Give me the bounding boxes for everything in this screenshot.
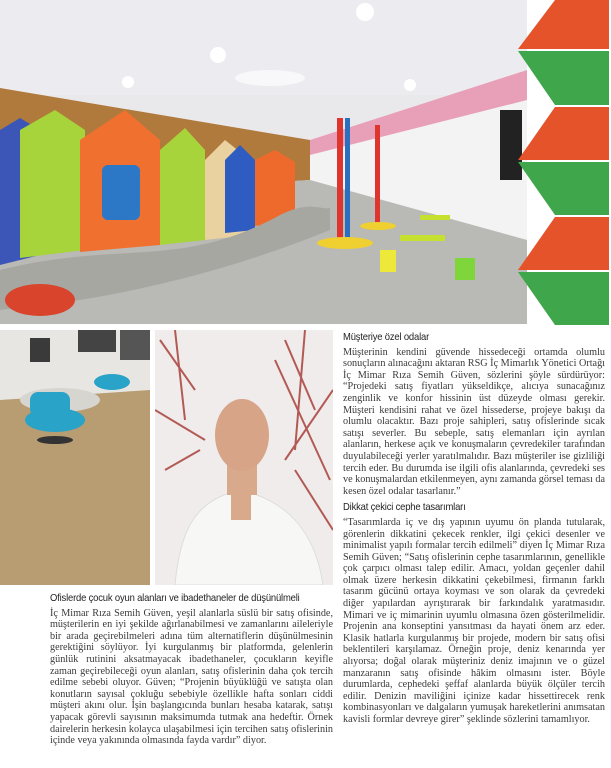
section-body-facade: “Tasarımlarda iç ve dış yapının uyumu ön planda tutularak, görenlerin dikkatini çekecek renkler, ilgi çekici desenler ve minimalist yapılı formalar tercih edilmeli” diyen İç Mimar Rıza Semih Güven; “Satış ofislerinin cephe tasarımlarının, genellikle çok çarpıcı olması talep edilir. Amacı, yoldan geçenler dahil olmak üzere herkesin dikkatini çekebilmesi, firmanın farklı tasarım gücünü ortaya koyması ve son olarak da çevredeki diğer yapılardan ayrıştırarak bir farkındalık yaratmasıdır. Mimari ve iç mimarinin uyumlu olmasına özen gösterilmelidir. Projenin ana konseptini yansıtması da hayati önem arz eder. Klasik hatlarla kurgulanmış bir projede, modern bir satış ofisi beklentileri karşılamaz. Örneğin proje, deniz kenarında yer alıyorsa; doğal olarak müşteriniz deniz imajının ve o güzel manzaranın satış ofisinde hâkim olmasını ister. Böyle durumlarda, cephedeki şeffaf alanlarda büyük ölçüler tercih edilir. Denizin maviliğini içinize kadar hissettirecek renk kombinasyonları ve dalgaların yumuşak hareketlerini anımsatan kavisli formlar devreye girer” şeklinde sözlerini tamamlıyor. <box>343 516 605 725</box>
section-heading-play-areas: Ofislerde çocuk oyun alanları ve ibadethaneler de düşünülmeli <box>50 592 300 604</box>
section-body-private-rooms: Müşterinin kendini güvende hissedeceği ortamda olumlu sonuçların alınacağını aktaran RSG İç Mimarlık Yönetici Ortağı İç Mimar Rıza Semih Güven, sözlerini şöyle sürdürüyor: “Projedeki satış fiyatları yükseldikçe, alıcıya sunacağınız zenginlik ve konfor hissinin üst düzeyde olması gerekir. Müşteri kendisini rahat ve özel hissederse, projeye bakışı da olumlu olacaktır. Bazı proje sahipleri, satış ofislerinde sıcak satışı severler. Bu sebeple, satış elemanları için ayrılan alanların, herkese açık ve konuşmaların çevredekiler tarafından duyulabileceği yerler yaratılmalıdır. Bazı müşteriler ise gizliliği tercih eder. Bu durumda ise ilgili ofis alanlarında, çevredeki ses ve konuşmalardan etkilenmeyen, aynı zamanda görsel teması da kesen özel odalar tasarlanır.” <box>343 346 605 497</box>
kids-play-area-photo <box>0 0 527 324</box>
section-body-play-areas: İç Mimar Rıza Semih Güven, yeşil alanlarla süslü bir satış ofisinde, müşterilerin en iyi şekilde ağırlanabilmesi ve zamanlarını aileleriyle bir arada geçirebilmeleri adına tüm alternatiflerin düşünülmesinin gerektiğini söylüyor. İyi kurgulanmış bir platformda, gelenlerin günlük rutinini aksatmayacak ibadethaneler, çocukların keyifle zaman geçirebileceği oyun alanları, satış ofislerinin daha çok tercih edilme sebebi oluyor. Güven; “Projenin büyüklüğü ve satışta olan konutların sayısal çokluğu sebebiyle özellikle hafta sonları ciddi müşteri akını olur. İşin başlangıcında bunları hesaba katarak, satışı yapacak görevli sayısının maksimumda tutmak ana hedeftir. Örnek dairelerin herkesin kolayca ulaşabilmesi için tercihen satış ofislerinin içinde veya yakınında olmasında fayda vardır” diyor. <box>50 607 333 747</box>
right-column <box>343 332 605 731</box>
left-column <box>50 593 333 747</box>
portrait-photo <box>155 330 333 585</box>
section-heading-private-rooms: Müşteriye özel odalar <box>343 331 430 343</box>
section-heading-facade: Dikkat çekici cephe tasarımları <box>343 501 466 514</box>
lounge-photo <box>0 330 150 585</box>
chevron-stripe-decoration <box>517 0 611 330</box>
